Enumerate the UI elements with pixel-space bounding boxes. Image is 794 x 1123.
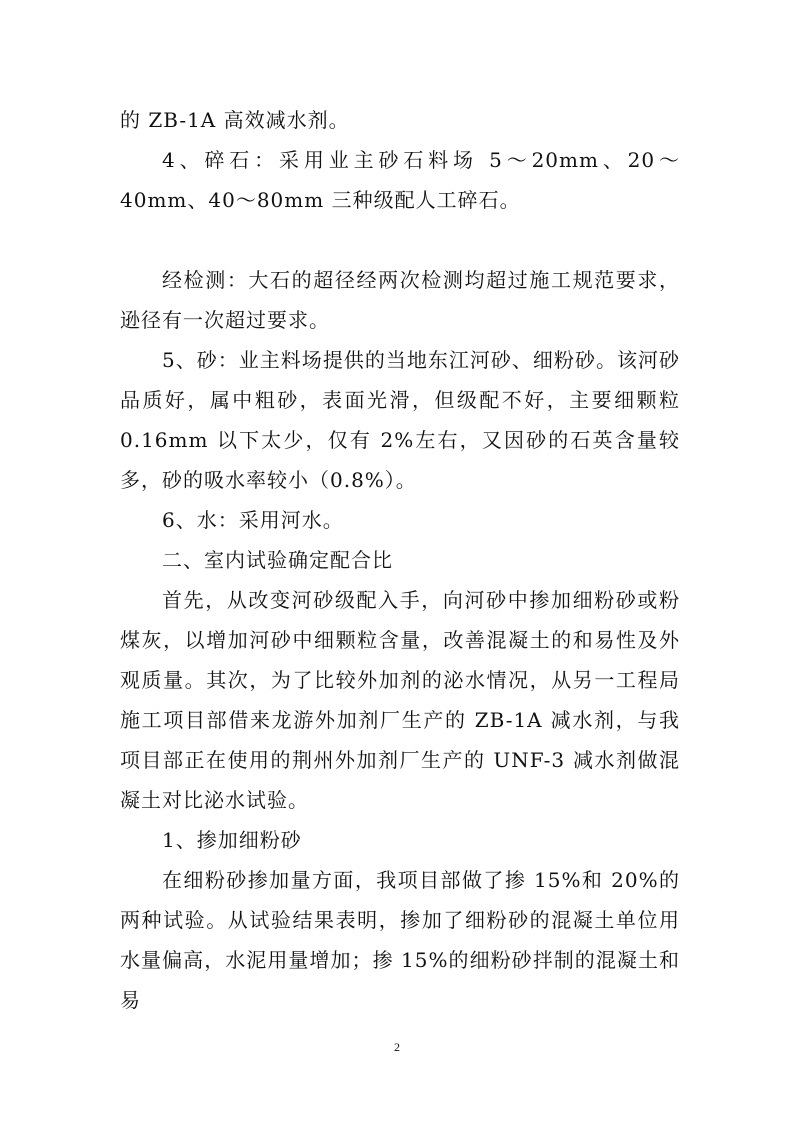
paragraph-sand: 5、砂：业主料场提供的当地东江河砂、细粉砂。该河砂品质好，属中粗砂，表面光滑，但级配不好，主要细颗粒 0.16mm 以下太少，仅有 2%左右，又因砂的石英含量较多，砂的吸水率较小（0.8%）。 [120,348,680,492]
page-number: 2 [394,1040,400,1054]
subheading-fine-sand: 1、掺加细粉砂 [162,828,302,852]
section-heading-mix-ratio: 二、室内试验确定配合比 [162,548,393,572]
paragraph-method: 首先，从改变河砂级配入手，向河砂中掺加细粉砂或粉煤灰，以增加河砂中细颗粒含量，改善混凝土的和易性及外观质量。其次，为了比较外加剂的泌水情况，从另一工程局施工项目部借来龙游外加剂厂生产的 ZB-1A 减水剂，与我项目部正在使用的荆州外加剂厂生产的 UNF-3 减水剂做混凝土对比泌水试验。 [120,588,680,812]
body-text [120,100,680,1020]
paragraph-continuation: 的 ZB-1A 高效减水剂。 [120,108,350,132]
paragraph-water: 6、水：采用河水。 [162,508,344,532]
paragraph-gap [120,220,680,260]
paragraph-inspection: 经检测：大石的超径经两次检测均超过施工规范要求，逊径有一次超过要求。 [120,268,680,332]
paragraph-gravel: 4、碎石：采用业主砂石料场 5～20mm、20～40mm、40～80mm 三种级配人工碎石。 [120,148,680,212]
paragraph-fine-sand-test: 在细粉砂掺加量方面，我项目部做了掺 15%和 20%的两种试验。从试验结果表明，掺加了细粉砂的混凝土单位用水量偏高，水泥用量增加；掺 15%的细粉砂拌制的混凝土和易 [120,868,680,1012]
